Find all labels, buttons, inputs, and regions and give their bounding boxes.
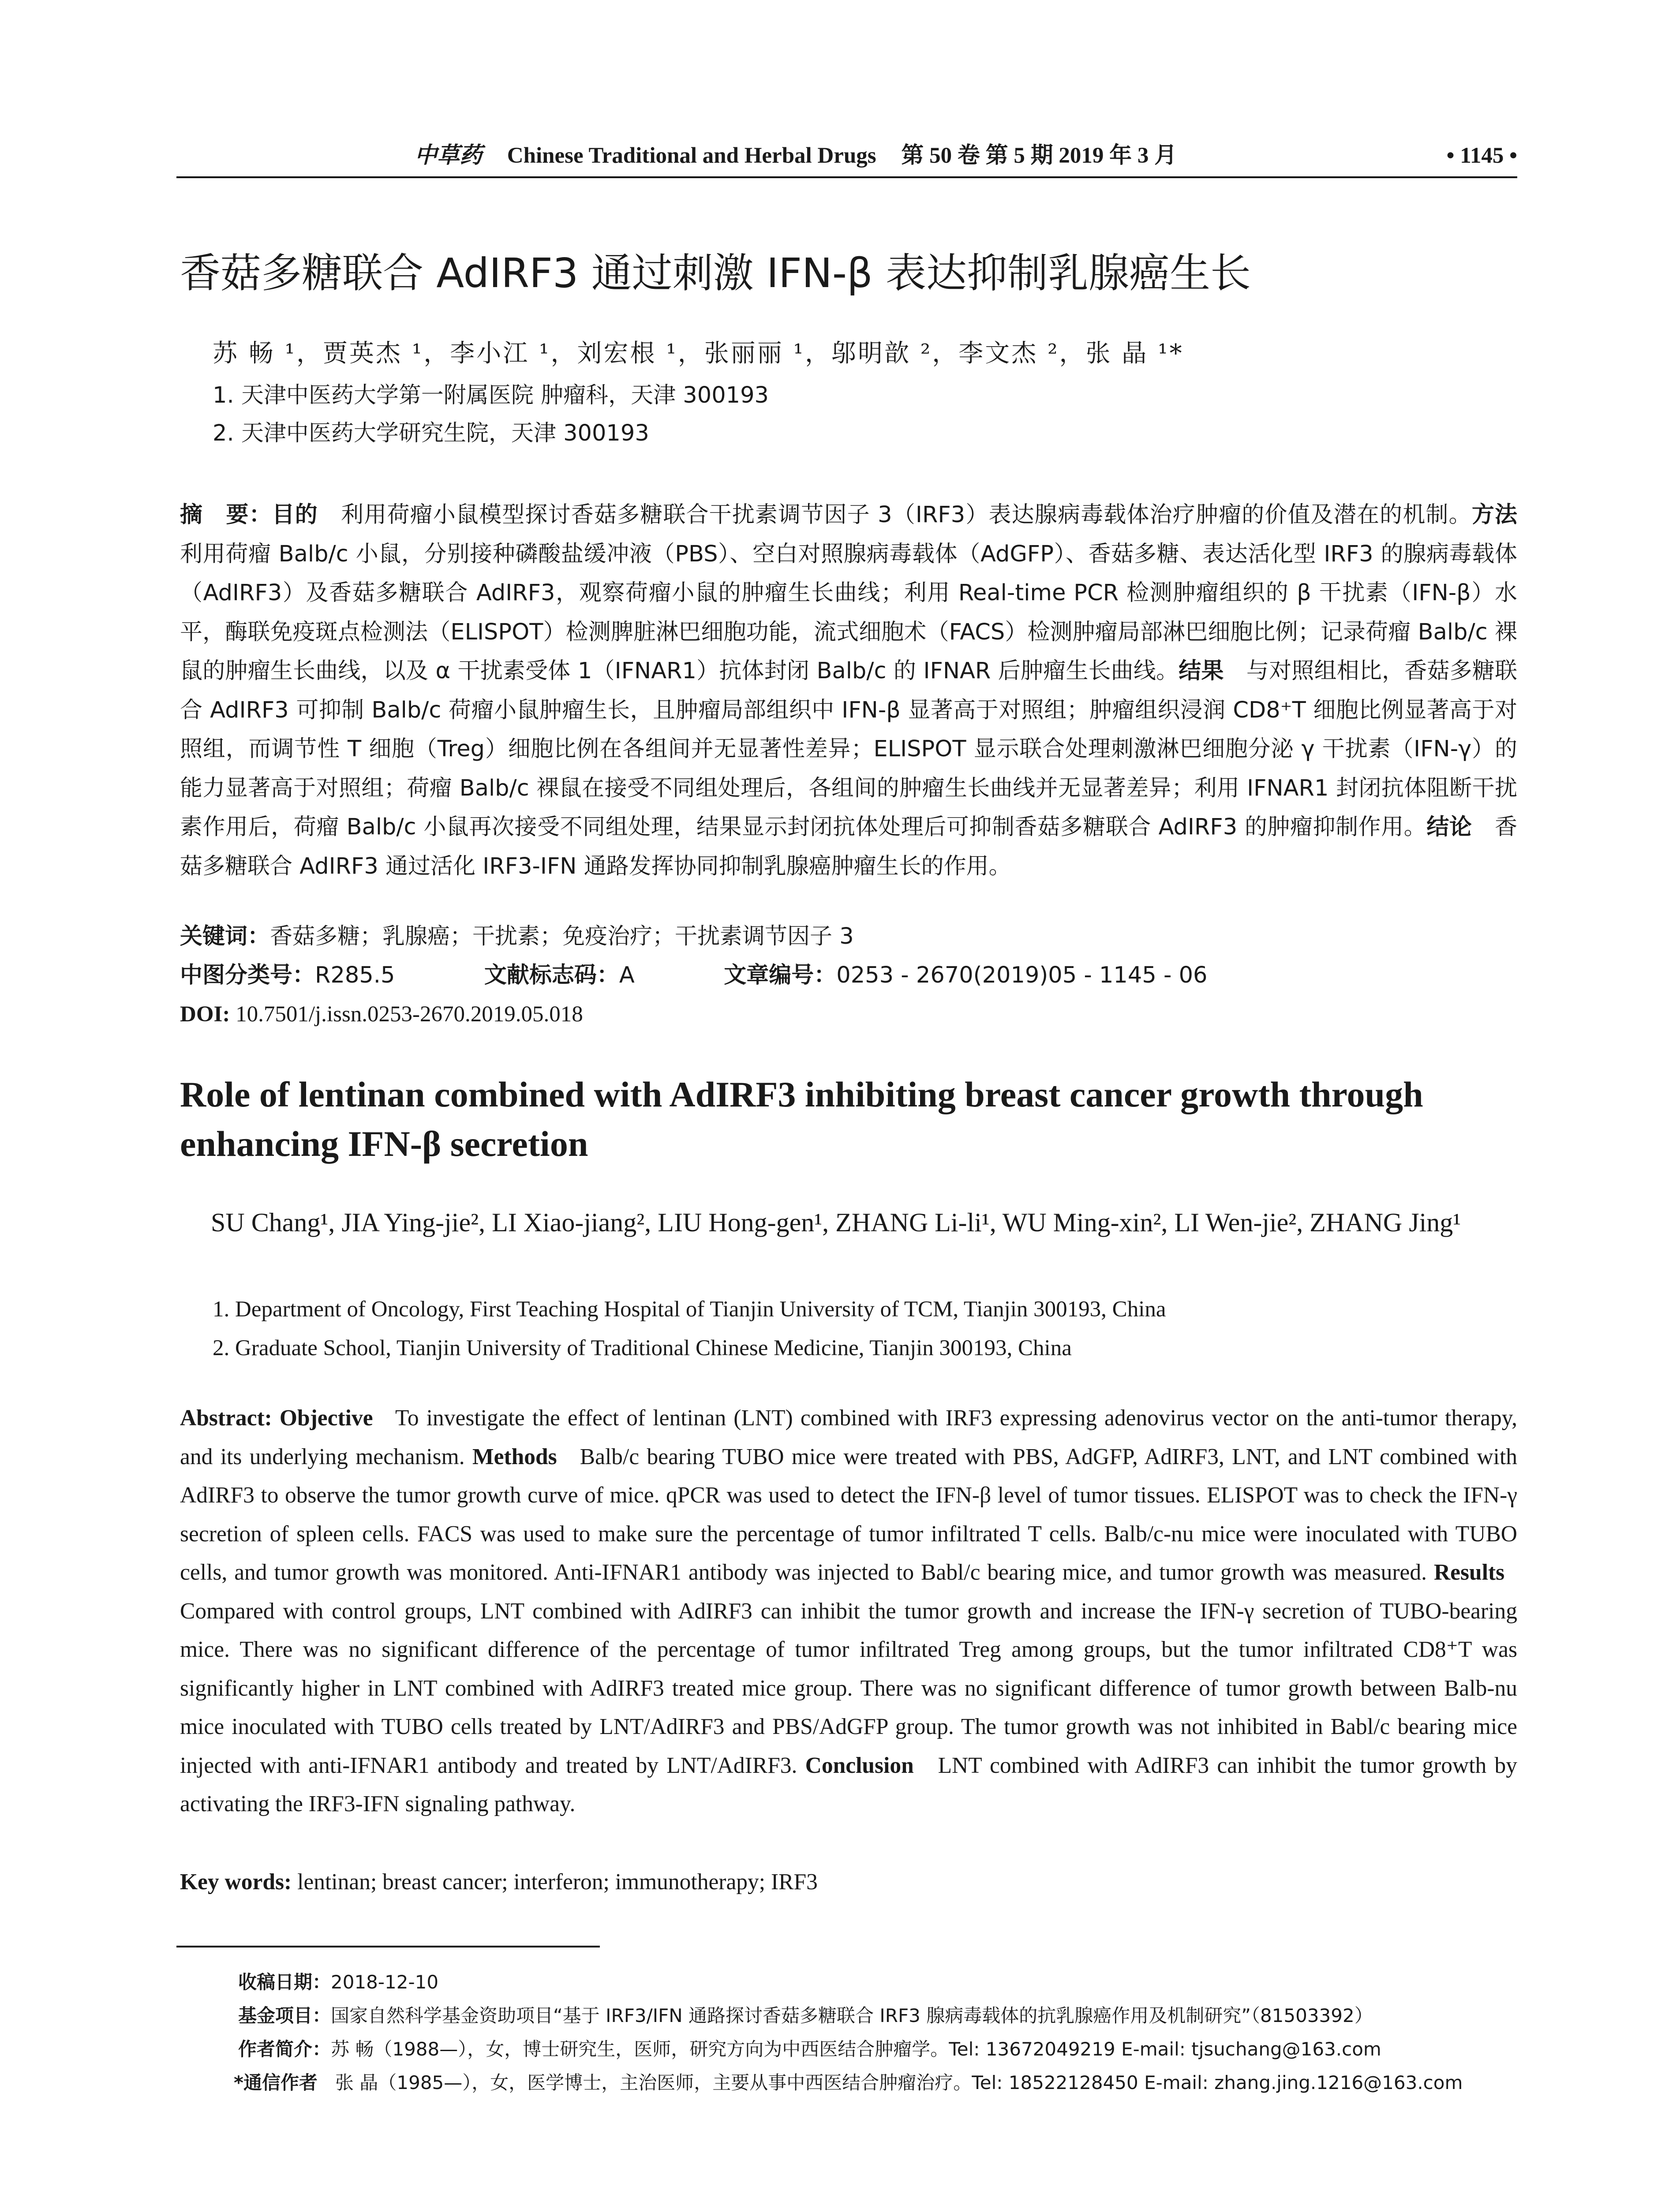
affiliation-en-2: 2. Graduate School, Tianjin University of Traditional Chinese Medicine, Tianjin 300193, China: [213, 1336, 1072, 1360]
clc-label: 中图分类号：: [180, 962, 315, 988]
running-header: [176, 140, 1517, 171]
article-no-value: 0253 - 2670(2019)05 - 1145 - 06: [836, 962, 1208, 988]
article-no-label: 文章编号：: [724, 962, 837, 988]
authors-cn: 苏 畅 ¹，贾英杰 ¹，李小江 ¹，刘宏根 ¹，张丽丽 ¹，邬明歆 ²，李文杰 ²，张 晶 ¹*: [213, 339, 1184, 368]
doc-code-value: A: [619, 962, 635, 988]
keywords-cn: [180, 917, 854, 956]
journal-name-en: Chinese Traditional and Herbal Drugs: [507, 143, 876, 168]
header-divider: [176, 176, 1517, 178]
keywords-cn-label: 关键词：: [180, 923, 270, 949]
abstract-cn-objective: 利用荷瘤小鼠模型探讨香菇多糖联合干扰素调节因子 3（IRF3）表达腺病毒载体治疗肿瘤的价值及潜在的机制。: [341, 502, 1472, 528]
abstract-en: [180, 1399, 1517, 1824]
abstract-cn-label: 摘 要：: [180, 502, 272, 528]
abstract-cn-methods-label: 方法: [1471, 502, 1517, 528]
abstract-cn-conclusion-label: 结论: [1426, 814, 1472, 840]
abstract-cn-results-label: 结果: [1179, 658, 1224, 684]
received-value: 2018-12-10: [331, 1971, 439, 1993]
title-en: Role of lentinan combined with AdIRF3 inhibiting breast cancer growth through enhancing IFN-β secretion: [180, 1074, 1423, 1164]
keywords-en: [180, 1865, 818, 1900]
corresponding-label: *通信作者: [234, 2072, 318, 2093]
authors-en: SU Chang¹, JIA Ying-jie², LI Xiao-jiang², LIU Hong-gen¹, ZHANG Li-li¹, WU Ming-xin², LI Wen-jie², ZHANG Jing¹: [211, 1208, 1461, 1237]
affiliation-en-1: 1. Department of Oncology, First Teaching Hospital of Tianjin University of TCM, Tianjin 300193, China: [213, 1297, 1166, 1322]
abstract-cn-conclusion: 香菇多糖联合 AdIRF3 通过活化 IRF3-IFN 通路发挥协同抑制乳腺癌肿瘤生长的作用。: [180, 814, 1517, 879]
clc-value: R285.5: [315, 962, 395, 988]
page-number: • 1145 •: [1446, 143, 1517, 168]
fund-label: 基金项目：: [238, 2005, 331, 2026]
abstract-cn-methods: 利用荷瘤 Balb/c 小鼠，分别接种磷酸盐缓冲液（PBS）、空白对照腺病毒载体（AdGFP）、香菇多糖、表达活化型 IRF3 的腺病毒载体（AdIRF3）及香菇多糖联合 AdIRF3，观察荷瘤小鼠的肿瘤生长曲线；利用 Real-time PCR 检测肿瘤组织的 β 干扰素（IFN-β）水平，酶联免疫斑点检测法（ELISPOT）检测脾脏淋巴细胞功能，流式细胞术（FACS）检测肿瘤局部淋巴细胞比例；记录荷瘤 Balb/c 裸鼠的肿瘤生长曲线，以及 α 干扰素受体 1（IFNAR1）抗体封闭 Balb/c 的 IFNAR 后肿瘤生长曲线。: [180, 541, 1517, 684]
fund-info: [238, 2000, 1373, 2031]
abstract-en-objective-label: Objective: [279, 1405, 373, 1431]
journal-name-cn: 中草药: [415, 143, 483, 168]
abstract-cn-objective-label: 目的: [272, 502, 318, 528]
abstract-cn: [180, 496, 1517, 886]
author-bio-value: 苏 畅（1988—），女，博士研究生，医师，研究方向为中西医结合肿瘤学。Tel: 13672049219 E-mail: tjsuchang@163.com: [331, 2038, 1381, 2060]
keywords-en-label: Key words:: [180, 1869, 292, 1895]
abstract-en-results: Compared with control groups, LNT combined with AdIRF3 can inhibit the tumor growth and increase the IFN-γ secretion of TUBO-bearing mice. There was no significant difference of the percentage of tumor infiltrated Treg among groups, but the tumor infiltrated CD8⁺T was significantly higher in LNT combined with AdIRF3 treated mice group. There was no significant difference of tumor growth between Balb-nu mice inoculated with TUBO cells treated by LNT/AdIRF3 and PBS/AdGFP group. The tumor growth was not inhibited in Babl/c bearing mice injected with anti-IFNAR1 antibody and treated by LNT/AdIRF3.: [180, 1598, 1517, 1778]
doi-value: 10.7501/j.issn.0253-2670.2019.05.018: [236, 1002, 583, 1027]
abstract-en-conclusion-label: Conclusion: [805, 1753, 914, 1778]
doc-code-label: 文献标志码：: [484, 962, 619, 988]
doi-label: DOI:: [180, 1002, 230, 1027]
author-bio: [238, 2034, 1381, 2065]
abstract-en-methods-label: Methods: [472, 1444, 557, 1469]
issue-info: 第 50 卷 第 5 期 2019 年 3 月: [901, 143, 1177, 168]
affiliation-cn-2: 2. 天津中医药大学研究生院，天津 300193: [213, 420, 649, 446]
fund-value: 国家自然科学基金资助项目“基于 IRF3/IFN 通路探讨香菇多糖联合 IRF3 腺病毒载体的抗乳腺癌作用及机制研究”（81503392）: [331, 2005, 1373, 2026]
classification-line: [180, 956, 1208, 995]
abstract-en-results-label: Results: [1433, 1560, 1505, 1585]
keywords-cn-text: 香菇多糖；乳腺癌；干扰素；免疫治疗；干扰素调节因子 3: [270, 923, 854, 949]
corresponding-author: [234, 2067, 1463, 2098]
title-cn: 香菇多糖联合 AdIRF3 通过刺激 IFN-β 表达抑制乳腺癌生长: [180, 250, 1251, 297]
abstract-en-conclusion: LNT combined with AdIRF3 can inhibit the tumor growth by activating the IRF3-IFN signaling pathway.: [180, 1753, 1518, 1816]
affiliation-cn-1: 1. 天津中医药大学第一附属医院 肿瘤科，天津 300193: [213, 382, 769, 408]
abstract-en-methods: Balb/c bearing TUBO mice were treated with PBS, AdGFP, AdIRF3, LNT, and LNT combined with AdIRF3 to observe the tumor growth curve of mice. qPCR was used to detect the IFN-β level of tumor tissues. ELISPOT was to check the IFN-γ secretion of spleen cells. FACS was used to make sure the percentage of tumor infiltrated T cells. Balb/c-nu mice were inoculated with TUBO cells, and tumor growth was monitored. Anti-IFNAR1 antibody was injected to Babl/c bearing mice, and tumor growth was measured.: [180, 1444, 1518, 1585]
abstract-en-label: Abstract:: [180, 1405, 272, 1431]
doi-line: [180, 995, 583, 1034]
author-bio-label: 作者简介：: [238, 2038, 331, 2060]
received-label: 收稿日期：: [238, 1971, 331, 1993]
received-date: [238, 1967, 438, 1998]
abstract-en-objective: To investigate the effect of lentinan (LNT) combined with IRF3 expressing adenovirus vector on the anti-tumor therapy, and its underlying mechanism.: [180, 1405, 1518, 1469]
abstract-cn-results: 与对照组相比，香菇多糖联合 AdIRF3 可抑制 Balb/c 荷瘤小鼠肿瘤生长，且肿瘤局部组织中 IFN-β 显著高于对照组；肿瘤组织浸润 CD8⁺T 细胞比例显著高于对照组，而调节性 T 细胞（Treg）细胞比例在各组间并无显著性差异；ELISPOT 显示联合处理刺激淋巴细胞分泌 γ 干扰素（IFN-γ）的能力显著高于对照组；荷瘤 Balb/c 裸鼠在接受不同组处理后，各组间的肿瘤生长曲线并无显著差异；利用 IFNAR1 封闭抗体阻断干扰素作用后，荷瘤 Balb/c 小鼠再次接受不同组处理，结果显示封闭抗体处理后可抑制香菇多糖联合 AdIRF3 的肿瘤抑制作用。: [180, 658, 1517, 840]
keywords-en-text: lentinan; breast cancer; interferon; immunotherapy; IRF3: [297, 1869, 818, 1895]
footnote-divider: [176, 1946, 600, 1947]
corresponding-value: 张 晶（1985—），女，医学博士，主治医师，主要从事中西医结合肿瘤治疗。Tel: 18522128450 E-mail: zhang.jing.1216@163.com: [335, 2072, 1463, 2093]
